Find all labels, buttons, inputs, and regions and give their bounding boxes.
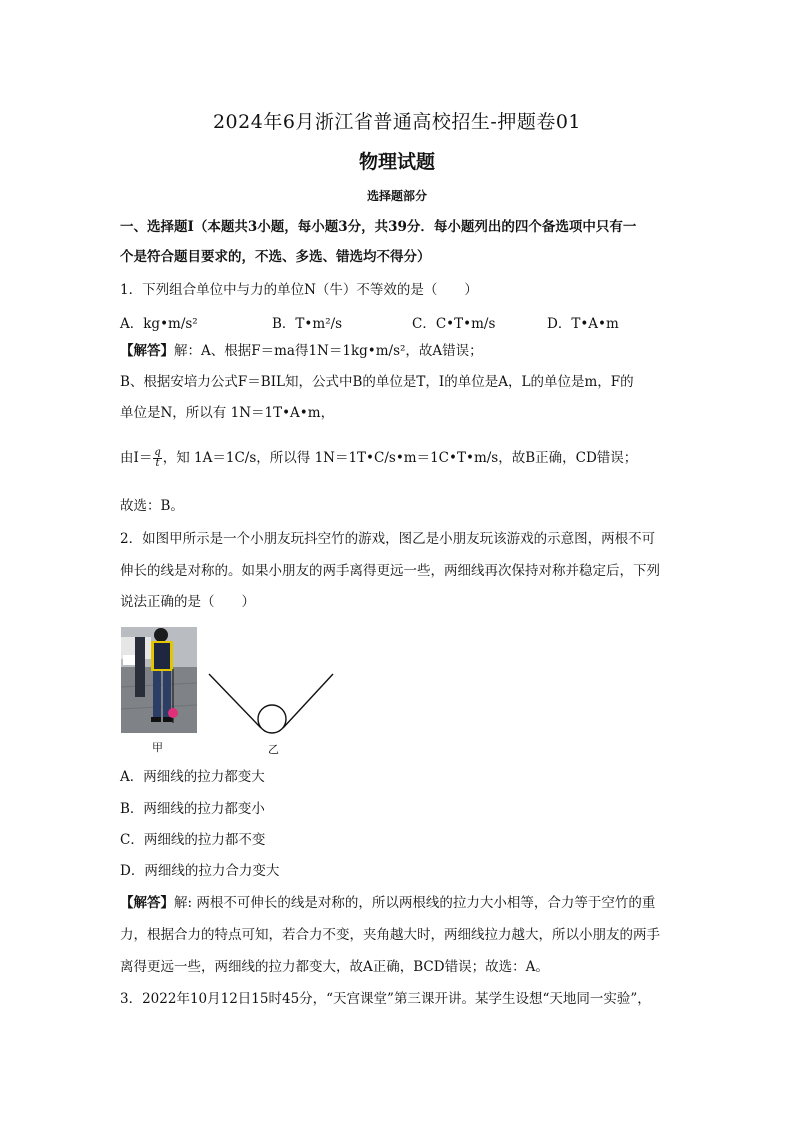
diabolo-schematic [205,672,337,738]
figure-caption-a: 甲 [152,741,163,754]
q1-option-a: A．kg•m/s² [120,316,198,332]
right-string [283,674,333,728]
current-formula-fraction [153,448,161,469]
q1-option-b: B．T•m²/s [272,316,343,332]
fraction-numerator: q [154,447,161,458]
q2-answer-line-3: 离得更远一些，两细线的拉力都变大，故A正确，BCD错误；故选：A。 [120,959,549,975]
q3-stem-line-1: 3．2022年10月12日15时45分，“天宫课堂”第三课开讲。某学生设想“天地同一实验”， [120,991,651,1007]
fraction-denominator: t [155,458,160,469]
q2-option-d: D．两细线的拉力合力变大 [120,863,280,879]
q1-answer-label: 【解答】 [120,343,174,359]
child-diabolo-photo [121,627,197,733]
q1-answer-line-1 [120,342,680,360]
q2-answer-line-2: 力，根据合力的特点可知，若合力不变，夹角越大时，两细线拉力越大，所以小朋友的两手 [120,927,660,943]
q1-answer-line-5: 故选：B。 [120,498,184,514]
q2-stem-line-1: 2．如图甲所示是一个小朋友玩抖空竹的游戏，图乙是小朋友玩该游戏的示意图，两根不可 [120,531,656,547]
q2-stem-line-2: 伸长的线是对称的。如果小朋友的两手离得更远一些，两细线再次保持对称并稳定后，下列 [120,563,660,579]
figure-caption-b: 乙 [268,743,279,756]
q1-answer-line-3: 单位是N，所以有 1N＝1T•A•m， [120,405,335,421]
q1-answer-text-4a: 由I＝ [120,450,153,466]
q2-answer-line-1 [120,894,680,912]
section-heading: 选择题部分 [366,189,427,203]
photo-illustration [121,627,197,733]
q1-answer-line-2: B、根据安培力公式F＝BIL知，公式中B的单位是T，I的单位是A，L的单位是m，F的 [120,374,634,390]
q2-answer-text-1: 解: 两根不可伸长的线是对称的，所以两根线的拉力大小相等，合力等于空竹的重 [174,895,656,911]
q1-answer-text-1: 解：A、根据F＝ma得1N＝1kg•m/s²，故A错误； [174,343,483,359]
q2-stem-line-3: 说法正确的是（ ） [120,594,255,610]
instructions-line-2: 个是符合题目要求的，不选、多选、错选均不得分） [120,249,431,265]
q2-option-c: C．两细线的拉力都不变 [120,832,266,848]
q1-option-d: D．T•A•m [547,316,619,332]
page-title: 2024年6月浙江省普通高校招生-押题卷01 [212,111,582,133]
q2-option-b: B．两细线的拉力都变小 [120,801,265,817]
q1-answer-text-4b: ，知 1A＝1C/s，所以得 1N＝1T•C/s•m＝1C•T•m/s，故B正确，CD错误； [162,450,638,466]
page-subtitle: 物理试题 [358,151,435,173]
left-string [209,674,261,728]
diabolo-circle [258,705,286,733]
q1-option-c: C．C•T•m/s [412,316,496,332]
q2-option-a: A．两细线的拉力都变大 [120,769,265,785]
instructions-line-1: 一、选择题Ⅰ（本题共3小题，每小题3分，共39分．每小题列出的四个备选项中只有一 [120,219,637,235]
q1-stem: 1．下列组合单位中与力的单位N（牛）不等效的是（ ） [120,282,478,298]
q1-answer-line-4 [120,448,680,469]
q2-answer-label: 【解答】 [120,895,174,911]
